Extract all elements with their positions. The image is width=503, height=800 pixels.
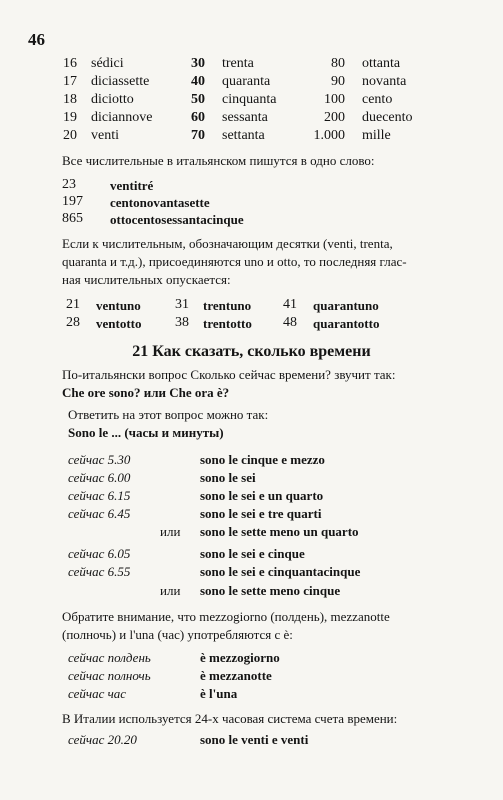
example-right: sono le sei e cinquantacinque (200, 564, 361, 579)
table-cell: diciannove (91, 110, 153, 125)
table-cell: 19 (63, 110, 77, 125)
table-cell: cinquanta (222, 92, 277, 107)
paragraph-line: По-итальянски вопрос Сколько сейчас времени? звучит так: (62, 367, 396, 382)
table-cell: trentuno (203, 298, 252, 313)
table-cell: 70 (191, 128, 205, 143)
table-cell: trentotto (203, 316, 252, 331)
table-cell: venti (91, 128, 119, 143)
example-left: или (160, 524, 181, 539)
table-cell: 16 (63, 56, 77, 71)
table-cell: 31 (175, 297, 189, 312)
paragraph-line: Che ore sono? или Che ora è? (62, 385, 230, 400)
example-left: сейчас 5.30 (68, 452, 131, 467)
table-cell: mille (362, 128, 391, 143)
table-cell: ventuno (96, 298, 141, 313)
table-cell: 38 (175, 315, 189, 330)
table-cell: quarantuno (313, 298, 379, 313)
table-cell: sédici (91, 56, 124, 71)
example-right: sono le sei e tre quarti (200, 506, 322, 521)
table-cell: 20 (63, 128, 77, 143)
table-cell: cento (362, 92, 393, 107)
example-number: 23 (62, 177, 76, 192)
paragraph-line: Обратите внимание, что mezzogiorno (полдень), mezzanotte (62, 609, 390, 624)
table-cell: 48 (283, 315, 297, 330)
example-left: сейчас полдень (68, 650, 151, 665)
table-cell: novanta (362, 74, 407, 89)
table-cell: 41 (283, 297, 297, 312)
example-word: centonovantasette (110, 195, 210, 210)
table-cell: 90 (331, 74, 345, 89)
paragraph-line: Sono le ... (часы и минуты) (68, 425, 224, 440)
example-left: или (160, 583, 181, 598)
table-cell: 1.000 (313, 128, 345, 143)
paragraph-line: (полночь) и l'una (час) употребляются с è: (62, 627, 293, 642)
example-left: сейчас 20.20 (68, 732, 137, 747)
table-cell: quarantotto (313, 316, 380, 331)
paragraph-line: quaranta и т.д.), присоединяются uno и otto, то последняя глас- (62, 254, 407, 269)
example-left: сейчас 6.05 (68, 546, 131, 561)
example-left: сейчас 6.45 (68, 506, 131, 521)
example-word: ventitré (110, 178, 154, 193)
table-cell: settanta (222, 128, 265, 143)
section-heading: 21 Как сказать, сколько времени (132, 343, 371, 360)
example-number: 865 (62, 211, 83, 226)
example-left: сейчас 6.00 (68, 470, 131, 485)
example-number: 197 (62, 194, 83, 209)
example-right: è mezzogiorno (200, 650, 280, 665)
example-right: è l'una (200, 686, 238, 701)
table-cell: 200 (324, 110, 345, 125)
example-word: ottocentosessantacinque (110, 212, 244, 227)
table-cell: 30 (191, 56, 205, 71)
table-cell: trenta (222, 56, 254, 71)
example-right: sono le sei e cinque (200, 546, 305, 561)
table-cell: 50 (191, 92, 205, 107)
example-right: sono le cinque e mezzo (200, 452, 325, 467)
example-right: sono le venti e venti (200, 732, 309, 747)
table-cell: 17 (63, 74, 77, 89)
example-right: sono le sei e un quarto (200, 488, 324, 503)
paragraph: Все числительные в итальянском пишутся в одно слово: (62, 153, 375, 168)
table-cell: 100 (324, 92, 345, 107)
paragraph-line: В Италии используется 24-х часовая система счета времени: (62, 711, 398, 726)
example-left: сейчас 6.55 (68, 564, 131, 579)
table-cell: sessanta (222, 110, 268, 125)
table-cell: 80 (331, 56, 345, 71)
table-cell: 18 (63, 92, 77, 107)
table-cell: diciotto (91, 92, 134, 107)
example-right: sono le sei (200, 470, 256, 485)
example-left: сейчас 6.15 (68, 488, 131, 503)
example-left: сейчас час (68, 686, 127, 701)
table-cell: diciassette (91, 74, 150, 89)
table-cell: ottanta (362, 56, 401, 71)
paragraph-line: Если к числительным, обозначающим десятки (venti, trenta, (62, 236, 393, 251)
example-right: sono le sette meno un quarto (200, 524, 359, 539)
table-cell: 21 (66, 297, 80, 312)
table-cell: duecento (362, 110, 413, 125)
example-left: сейчас полночь (68, 668, 151, 683)
paragraph-line: Ответить на этот вопрос можно так: (68, 407, 269, 422)
example-right: sono le sette meno cinque (200, 583, 341, 598)
table-cell: 40 (191, 74, 205, 89)
table-cell: quaranta (222, 74, 271, 89)
example-right: è mezzanotte (200, 668, 272, 683)
table-cell: ventotto (96, 316, 142, 331)
paragraph-line: ная числительных опускается: (62, 272, 231, 287)
page-number: 46 (28, 30, 45, 49)
table-cell: 28 (66, 315, 80, 330)
table-cell: 60 (191, 110, 205, 125)
